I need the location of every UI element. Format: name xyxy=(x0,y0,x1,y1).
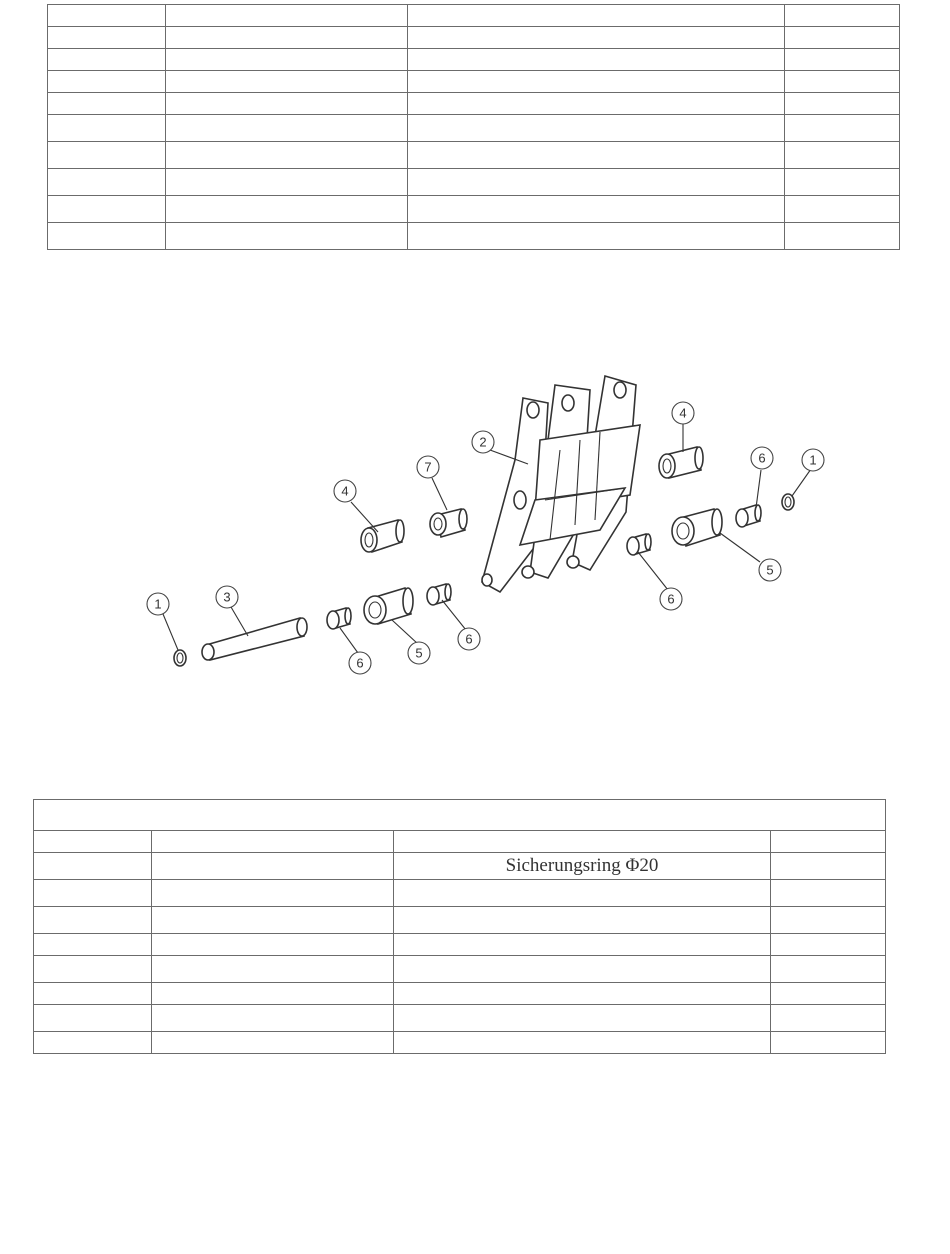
retaining-ring-right xyxy=(782,494,794,510)
callout-5-right xyxy=(759,559,781,581)
table-row xyxy=(34,880,886,907)
bushing-part-6-a xyxy=(327,608,351,629)
table-row xyxy=(34,1032,886,1054)
svg-text:6: 6 xyxy=(667,591,675,607)
table-row xyxy=(48,27,900,49)
table-title-row xyxy=(34,800,886,831)
svg-text:6: 6 xyxy=(356,655,364,671)
parts-table-top xyxy=(47,4,900,250)
table-row xyxy=(34,907,886,934)
table-row xyxy=(34,853,886,880)
leader-lines xyxy=(163,424,811,653)
bushing-part-7 xyxy=(430,509,467,537)
exploded-assembly-drawing xyxy=(0,280,950,700)
svg-text:7: 7 xyxy=(424,459,432,475)
table-row xyxy=(48,5,900,27)
callout-6-right-top xyxy=(751,447,773,469)
table-row xyxy=(48,115,900,142)
bushing-part-6-d xyxy=(736,505,761,527)
svg-text:6: 6 xyxy=(465,631,473,647)
svg-text:1: 1 xyxy=(809,452,817,468)
table-row xyxy=(34,1005,886,1032)
callout-1-left xyxy=(147,593,169,615)
callout-4-left xyxy=(334,480,356,502)
pin-part xyxy=(202,618,307,660)
callout-3 xyxy=(216,586,238,608)
spacer-part-5-left xyxy=(364,588,413,624)
svg-text:3: 3 xyxy=(223,589,231,605)
bushing-part-6-c xyxy=(627,534,651,555)
table-row xyxy=(48,169,900,196)
table-header-row xyxy=(34,831,886,853)
svg-text:1: 1 xyxy=(154,596,162,612)
table-row xyxy=(48,142,900,169)
table-row xyxy=(48,196,900,223)
bracket-part xyxy=(482,376,640,592)
callout-6-middle xyxy=(458,628,480,650)
callout-7 xyxy=(417,456,439,478)
svg-text:2: 2 xyxy=(479,434,487,450)
bushing-part-4-left xyxy=(361,520,404,552)
retaining-ring-left xyxy=(174,650,186,666)
callout-2 xyxy=(472,431,494,453)
svg-text:6: 6 xyxy=(758,450,766,466)
table-row xyxy=(48,49,900,71)
table-row xyxy=(34,956,886,983)
svg-text:5: 5 xyxy=(766,562,774,578)
bushing-part-6-b xyxy=(427,584,451,605)
table-row xyxy=(48,93,900,115)
bushing-part-4-right xyxy=(659,447,703,478)
table-row xyxy=(48,71,900,93)
table-row xyxy=(34,983,886,1005)
svg-text:5: 5 xyxy=(415,645,423,661)
callout-6-right-bottom xyxy=(660,588,682,610)
table-row xyxy=(34,934,886,956)
callout-1-right xyxy=(802,449,824,471)
parts-table-bottom xyxy=(33,799,886,1054)
callout-5-left xyxy=(408,642,430,664)
table-row xyxy=(48,223,900,250)
svg-text:4: 4 xyxy=(341,483,349,499)
callout-4-right xyxy=(672,402,694,424)
callout-6-left xyxy=(349,652,371,674)
part-name-cell: Sicherungsring Φ20 xyxy=(394,853,771,880)
svg-text:4: 4 xyxy=(679,405,687,421)
spacer-part-5-right xyxy=(672,509,722,546)
